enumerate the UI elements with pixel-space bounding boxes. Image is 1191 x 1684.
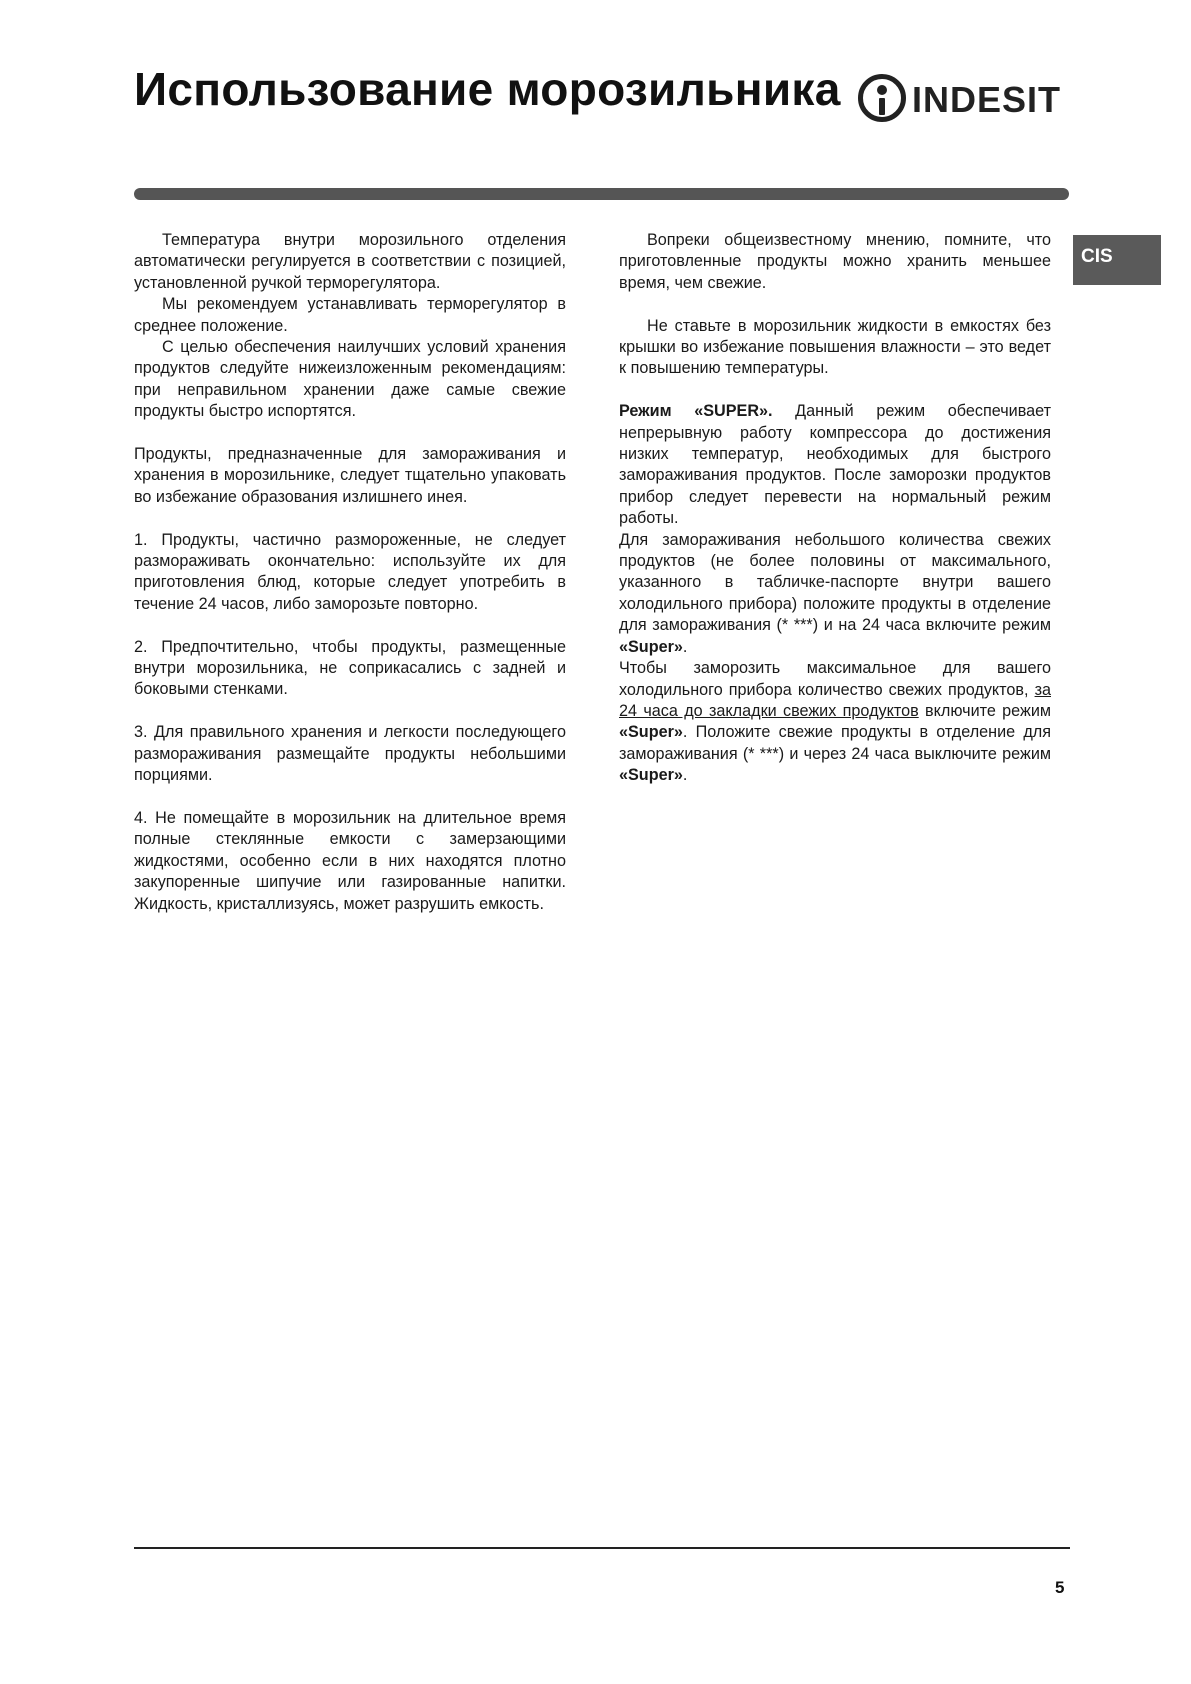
paragraph-max-quantity: Чтобы заморозить максимальное для вашего холодильного прибора количество свежих продуктов, за 24 часа до закладки свежих продуктов включите режим «Super». Положите свежие продукты в отделение для замораживания (* ***) и через 24 часа выключите режим «Super».	[619, 659, 1051, 785]
rule-item-2: 2. Предпочтительно, чтобы продукты, размещенные внутри морозильника, не соприкасались с задней и боковыми стенками.	[134, 637, 566, 699]
super-label: «Super»	[619, 766, 683, 785]
right-column	[619, 230, 1051, 787]
rule-item-1: 1. Продукты, частично размороженные, не следует размораживать окончательно: используйте их для приготовления блюд, которые следует употребить в течение 24 часов, либо заморозьте повторно.	[134, 530, 566, 613]
super-label: «Super»	[619, 723, 683, 742]
rule-item-4: 4. Не помещайте в морозильник на длительное время полные стеклянные емкости с замерзающими жидкостями, особенно если в них находятся плотно закупоренные шипучие или газированные напитки. Жидкость, кристаллизуясь, может разрушить емкость.	[134, 808, 566, 913]
info-i-logo-icon	[858, 74, 906, 122]
paragraph-no-liquids: Не ставьте в морозильник жидкости в емкостях без крышки во избежание повышения влажности – это ведет к повышению температуры.	[619, 316, 1051, 378]
underlined-timing: за 24 часа до закладки свежих продуктов	[619, 680, 1051, 720]
page-number: 5	[1055, 1578, 1065, 1597]
header-divider-bar	[134, 188, 1069, 200]
page-title: Использование морозильника	[134, 63, 841, 115]
paragraph-recommend-middle: Мы рекомендуем устанавливать терморегулятор в среднее положение.	[134, 295, 566, 335]
left-column	[134, 230, 566, 915]
super-mode-text: Данный режим обеспечивает непрерывную работу компрессора до достижения низких температур, необходимых для быстрого замораживания продуктов. После заморозки продуктов прибор следует перевести на нормальный режим работы.	[619, 402, 1052, 528]
paragraph-cooked-food: Вопреки общеизвестному мнению, помните, что приготовленные продукты можно хранить меньшее время, чем свежие.	[619, 231, 1051, 292]
language-tab: CIS	[1073, 235, 1161, 285]
rule-item-3: 3. Для правильного хранения и легкости последующего размораживания размещайте продукты небольшими порциями.	[134, 723, 566, 785]
paragraph-thermostat: Температура внутри морозильного отделения автоматически регулируется в соответствии с позицией, установленной ручкой терморегулятора.	[134, 231, 566, 292]
brand-wordmark: INDESIT	[912, 79, 1062, 120]
paragraph-super-mode	[619, 401, 1051, 529]
indesit-logo	[858, 68, 1061, 128]
paragraph-packaging: Продукты, предназначенные для замораживания и хранения в морозильнике, следует тщательно упаковать во избежание образования излишнего инея.	[134, 445, 566, 506]
super-mode-heading: Режим «SUPER».	[619, 402, 773, 421]
paragraph-best-conditions: С целью обеспечения наилучших условий хранения продуктов следуйте нижеизложенным рекомендациям: при неправильном хранении даже самые свежие продукты быстро испортятся.	[134, 338, 566, 421]
footer-divider	[134, 1547, 1070, 1549]
paragraph-small-quantity: Для замораживания небольшого количества свежих продуктов (не более половины от максимального, указанного в табличке-паспорте внутри вашего холодильного прибора) положите продукты в отделение для замораживания (* ***) и на 24 часа включите режим «Super».	[619, 530, 1051, 656]
super-label: «Super»	[619, 637, 683, 656]
